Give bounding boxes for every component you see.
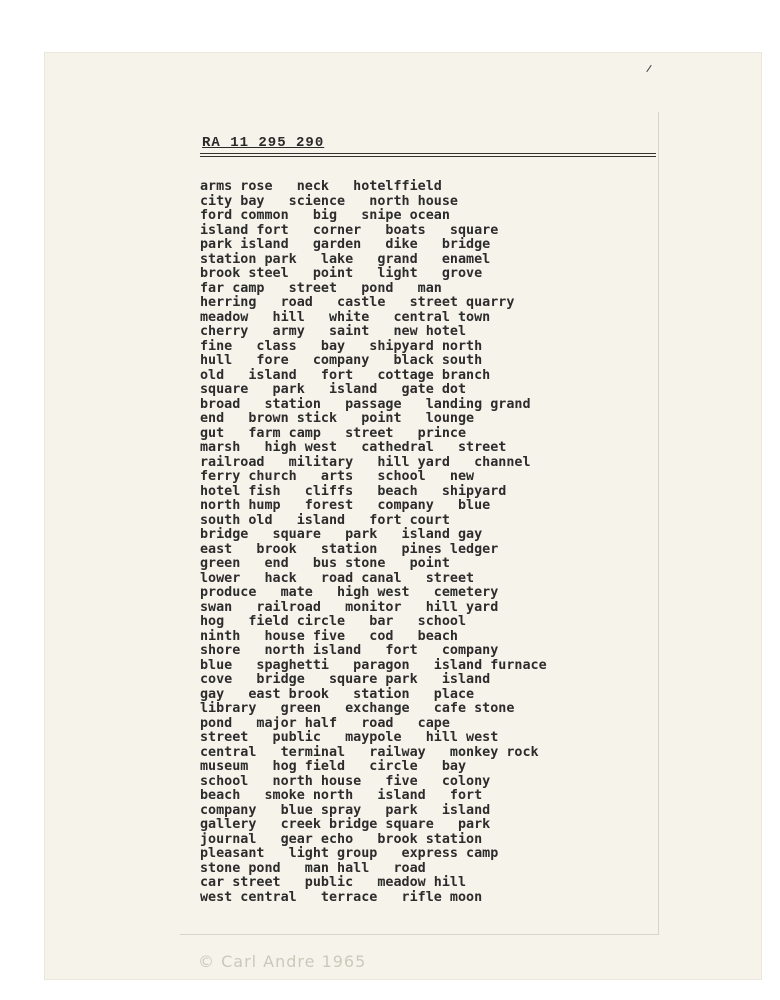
text-line: pleasant light group express camp bbox=[200, 846, 499, 861]
text-line: square park island gate dot bbox=[200, 382, 467, 397]
text-line: ninth house five cod beach bbox=[200, 628, 458, 644]
text-line: museum hog field circle bay bbox=[200, 759, 467, 774]
text-line: school north house five colony bbox=[200, 773, 491, 789]
text-line: swan railroad monitor hill yard bbox=[200, 599, 499, 615]
text-line: east brook station pines ledger bbox=[200, 541, 499, 557]
text-line: marsh high west cathedral street bbox=[200, 440, 507, 455]
text-line: cherry army saint new hotel bbox=[200, 324, 467, 339]
text-line: far camp street pond man bbox=[200, 280, 442, 296]
text-line: beach smoke north island fort bbox=[200, 788, 483, 803]
text-line: company blue spray park island bbox=[200, 802, 491, 818]
text-line: car street public meadow hill bbox=[200, 875, 467, 890]
text-line: old island fort cottage branch bbox=[200, 367, 491, 383]
text-line: gut farm camp street prince bbox=[200, 425, 467, 441]
text-line: lower hack road canal street bbox=[200, 570, 475, 586]
text-line: meadow hill white central town bbox=[200, 309, 491, 325]
text-line: cove bridge square park island bbox=[200, 672, 491, 687]
text-line: ford common big snipe ocean bbox=[200, 208, 450, 223]
text-line: railroad military hill yard channel bbox=[200, 454, 531, 470]
text-line: library green exchange cafe stone bbox=[200, 701, 515, 716]
text-line: pond major half road cape bbox=[200, 715, 450, 731]
text-line: brook steel point light grove bbox=[200, 266, 483, 281]
text-line: stone pond man hall road bbox=[200, 860, 426, 876]
text-line: island fort corner boats square bbox=[200, 222, 499, 238]
text-line: herring road castle street quarry bbox=[200, 295, 515, 310]
text-line: north hump forest company blue bbox=[200, 498, 491, 513]
text-line: city bay science north house bbox=[200, 193, 458, 209]
poem-body bbox=[200, 180, 640, 905]
text-line: street public maypole hill west bbox=[200, 730, 499, 745]
text-line: west central terrace rifle moon bbox=[200, 889, 483, 905]
text-line: gay east brook station place bbox=[200, 686, 475, 702]
text-line: bridge square park island gay bbox=[200, 527, 483, 542]
text-line: hull fore company black south bbox=[200, 353, 483, 368]
text-line: ferry church arts school new bbox=[200, 469, 475, 484]
text-line: south old island fort court bbox=[200, 512, 450, 528]
text-line: blue spaghetti paragon island furnace bbox=[200, 657, 547, 673]
text-line: central terminal railway monkey rock bbox=[200, 744, 539, 760]
text-line: park island garden dike bridge bbox=[200, 237, 491, 252]
text-line: green end bus stone point bbox=[200, 556, 450, 571]
text-line: journal gear echo brook station bbox=[200, 831, 483, 847]
artist-signature: © Carl Andre 1965 bbox=[198, 952, 367, 971]
text-line: gallery creek bridge square park bbox=[200, 817, 491, 832]
header-rule bbox=[200, 153, 656, 154]
text-line: broad station passage landing grand bbox=[200, 396, 531, 412]
text-line: hotel fish cliffs beach shipyard bbox=[200, 483, 507, 499]
text-line: produce mate high west cemetery bbox=[200, 585, 499, 600]
text-line: shore north island fort company bbox=[200, 643, 499, 658]
text-line: station park lake grand enamel bbox=[200, 251, 491, 267]
document-header: RA 11 295 290 bbox=[202, 135, 325, 151]
header-rule bbox=[200, 156, 656, 157]
text-line: hog field circle bar school bbox=[200, 614, 467, 629]
text-line: end brown stick point lounge bbox=[200, 411, 475, 426]
text-line: arms rose neck hotelffield bbox=[200, 179, 442, 194]
text-line: fine class bay shipyard north bbox=[200, 338, 483, 354]
